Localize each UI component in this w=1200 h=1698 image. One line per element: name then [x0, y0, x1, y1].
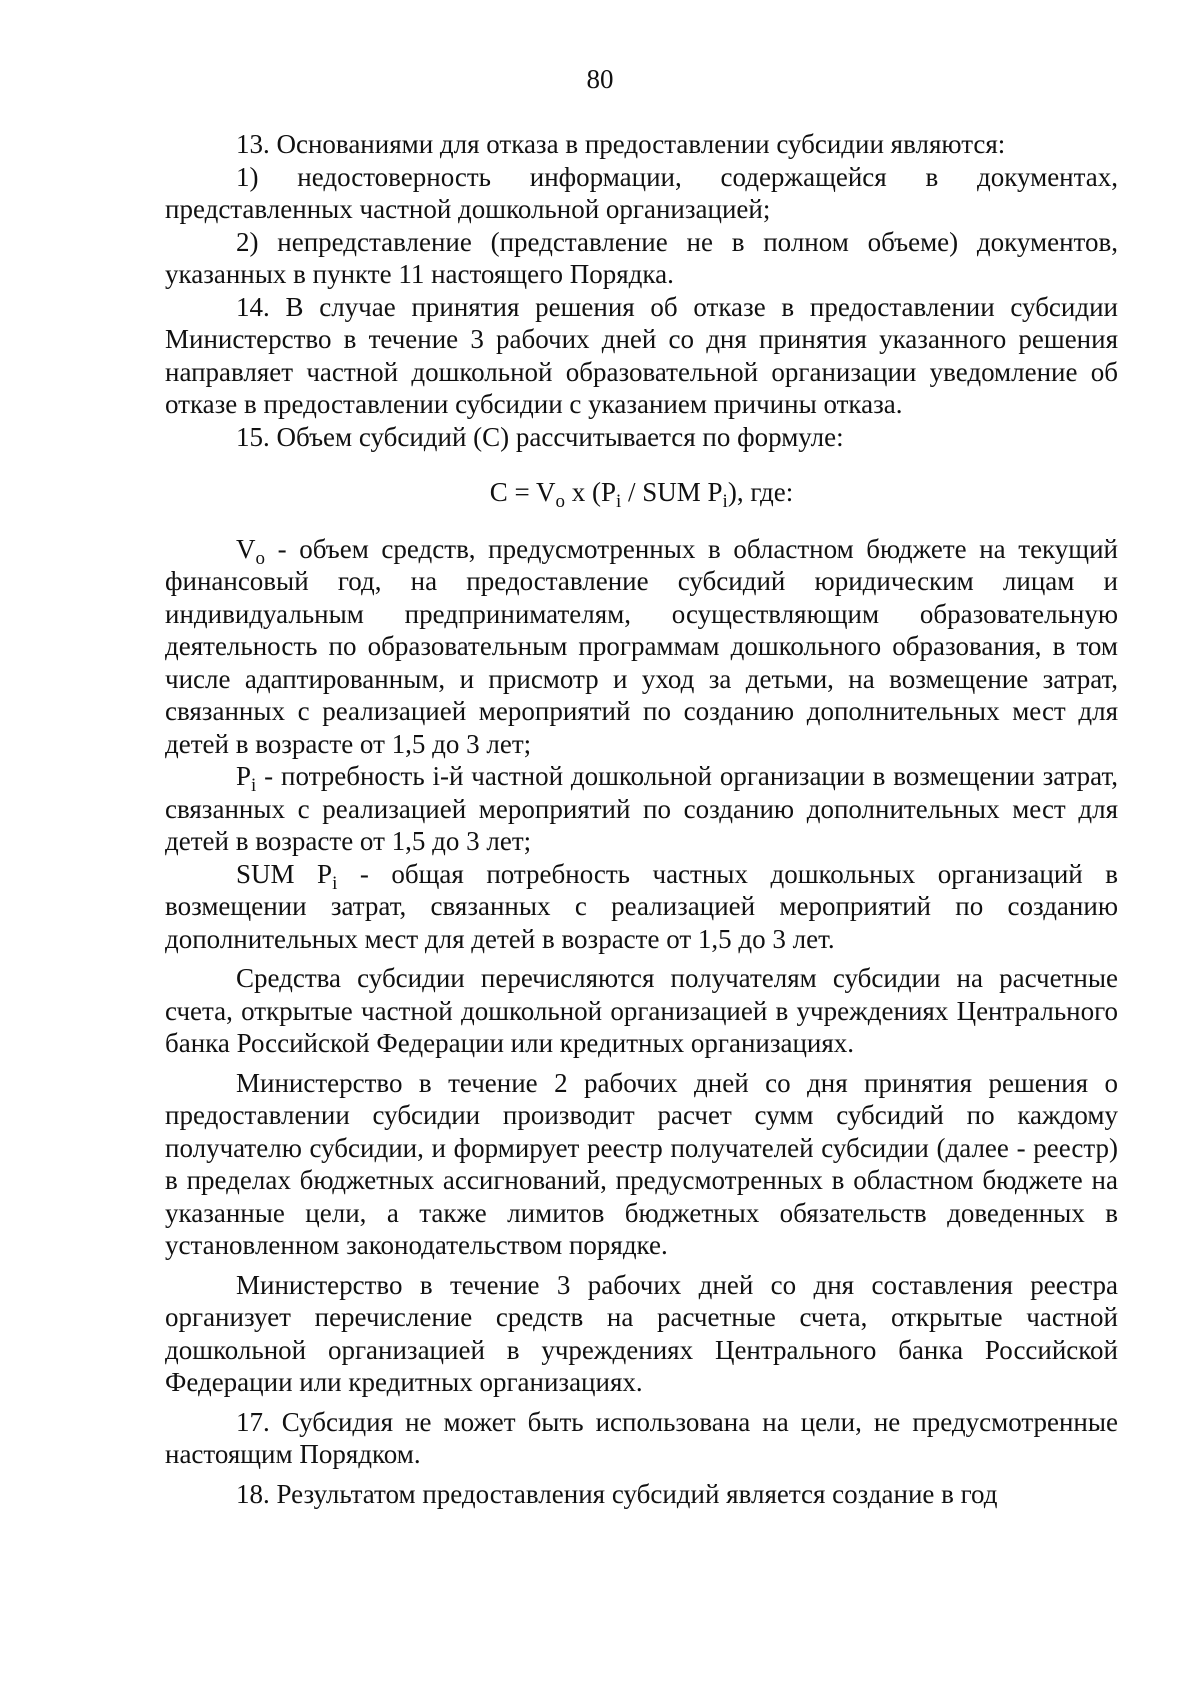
formula-lhs: C = V [489, 477, 556, 507]
formula-mid2: / SUM P [621, 477, 723, 507]
paragraph-payment: Министерство в течение 3 рабочих дней со дня составления реестра организует перечисление средств на расчетные счета, открытые частной дошкольной организацией в учреждениях Центрального банка Российской Федерации или кредитных организациях. [165, 1269, 1118, 1397]
pi-symbol: P [236, 761, 252, 791]
definition-vo [165, 533, 1118, 761]
paragraph-13-item-2: 2) непредставление (представление не в полном объеме) документов, указанных в пункте 11 настоящего Порядка. [165, 226, 1118, 289]
definition-sum-pi [165, 858, 1118, 956]
formula-mid: x (P [564, 477, 616, 507]
definition-pi [165, 760, 1118, 858]
formula-tail: ), где: [727, 477, 794, 507]
paragraph-15: 15. Объем субсидий (С) рассчитывается по формуле: [236, 421, 844, 452]
formula-p2-subscript: i [722, 491, 728, 512]
vo-subscript: o [255, 547, 265, 569]
pi-text: - потребность i-й частной дошкольной организации в возмещении затрат, связанных с реализацией мероприятий по созданию дополнительных мест для детей в возрасте от 1,5 до 3 лет; [165, 761, 1118, 856]
paragraph-registry: Министерство в течение 2 рабочих дней со дня принятия решения о предоставлении субсидии производит расчет сумм субсидий по каждому получателю субсидии, и формирует реестр получателей субсидии (далее - реестр) в пределах бюджетных ассигнований, предусмотренных в областном бюджете на указанные цели, а также лимитов бюджетных обязательств доведенных в установленном законодательством порядке. [165, 1067, 1118, 1260]
vo-text: - объем средств, предусмотренных в областном бюджете на текущий финансовый год, на предоставление субсидий юридическим лицам и индивидуальным предпринимателям, осуществляющим образовательную деятельность по образовательным программам дошкольного образования, в том числе адаптированным, и присмотр и уход за детьми, на возмещение затрат, связанных с реализацией мероприятий по созданию дополнительных мест для детей в возрасте от 1,5 до 3 лет; [165, 533, 1118, 759]
sum-text: - общая потребность частных дошкольных организаций в возмещении затрат, связанных с реализацией мероприятий по созданию дополнительных мест для детей в возрасте от 1,5 до 3 лет. [165, 858, 1118, 954]
sum-subscript: i [332, 872, 338, 894]
formula-p-subscript: i [615, 491, 622, 512]
document-body [165, 128, 1118, 1510]
subsidy-formula [165, 476, 1118, 512]
paragraph-13-item-1: 1) недостоверность информации, содержащейся в документах, представленных частной дошкольной организацией; [165, 161, 1118, 224]
sum-symbol: SUM P [236, 858, 333, 889]
paragraph-14: 14. В случае принятия решения об отказе в предоставлении субсидии Министерство в течение 3 рабочих дней со дня принятия указанного решения направляет частной дошкольной образовательной организации уведомление об отказе в предоставлении субсидии с указанием причины отказа. [165, 291, 1118, 419]
paragraph-13: 13. Основаниями для отказа в предоставлении субсидии являются: [236, 129, 1006, 159]
formula-v-subscript: o [555, 491, 565, 512]
paragraph-18: 18. Результатом предоставления субсидий является создание в год [236, 1478, 998, 1509]
vo-symbol: V [236, 533, 256, 564]
pi-subscript: i [251, 775, 257, 796]
paragraph-17: 17. Субсидия не может быть использована на цели, не предусмотренные настоящим Порядком. [165, 1406, 1118, 1469]
paragraph-transfer: Средства субсидии перечисляются получателям субсидии на расчетные счета, открытые частной дошкольной организацией в учреждениях Центрального банка Российской Федерации или кредитных организациях. [165, 963, 1118, 1058]
page-number: 80 [586, 64, 614, 94]
